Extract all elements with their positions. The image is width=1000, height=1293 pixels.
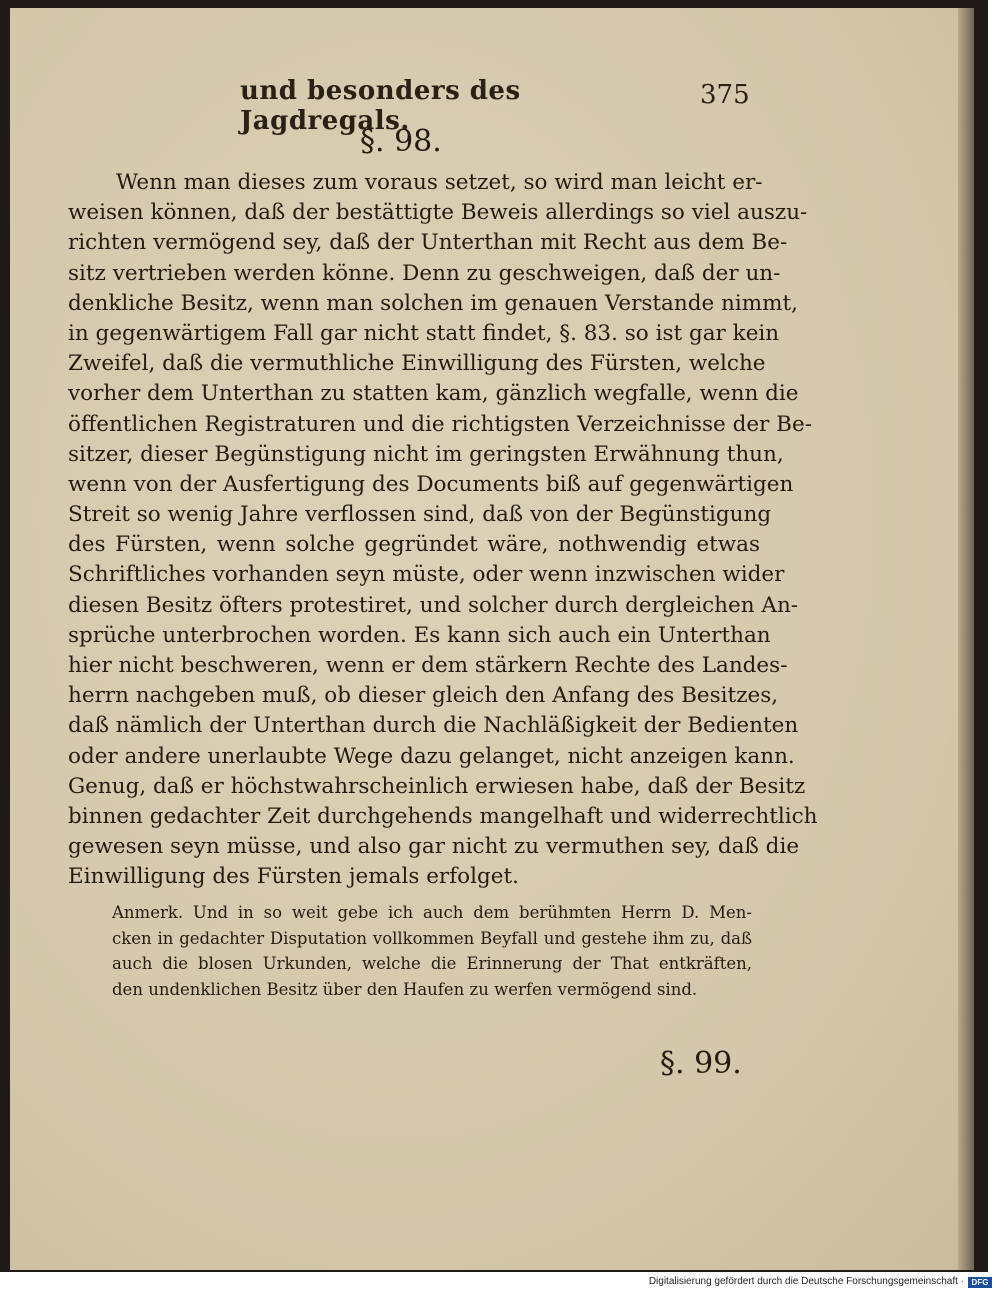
text-line: sitzer, dieser Begünstigung nicht im geringsten Erwähnung thun, — [68, 441, 784, 467]
note-line: auch die blosen Urkunden, welche die Erinnerung der That entkräften, — [112, 954, 752, 973]
text-line: Einwilligung des Fürsten jemals erfolget. — [68, 864, 519, 890]
text-line: Streit so wenig Jahre verflossen sind, daß von der Begünstigung — [68, 502, 772, 528]
section-heading: §. 98. — [360, 124, 442, 159]
note-line: Anmerk. Und in so weit gebe ich auch dem berühmten Herrn D. Men- — [112, 903, 752, 922]
running-title: und besonders des Jagdregals. — [240, 76, 521, 136]
dfg-logo: DFG — [968, 1277, 992, 1288]
text-line: öffentlichen Registraturen und die richtigsten Verzeichnisse der Be- — [68, 411, 812, 437]
text-line: sprüche unterbrochen worden. Es kann sich auch ein Unterthan — [68, 622, 771, 648]
note-line: den undenklichen Besitz über den Haufen zu werfen vermögend sind. — [112, 979, 698, 999]
text-line: weisen können, daß der bestättigte Beweis allerdings so viel auszu- — [68, 200, 808, 226]
section-body — [68, 168, 818, 893]
text-line: in gegenwärtigem Fall gar nicht statt findet, §. 83. so ist gar kein — [68, 320, 780, 346]
text-line: Genug, daß er höchstwahrscheinlich erwiesen habe, daß der Besitz — [68, 773, 806, 799]
text-line: wenn von der Ausfertigung des Documents biß auf gegenwärtigen — [68, 471, 794, 497]
text-line: Zweifel, daß die vermuthliche Einwilligung des Fürsten, welche — [68, 351, 766, 377]
text-line: Wenn man dieses zum voraus setzet, so wird man leicht er- — [116, 170, 763, 195]
text-line: diesen Besitz öfters protestiret, und solcher durch dergleichen An- — [68, 592, 799, 618]
text-line: vorher dem Unterthan zu statten kam, gänzlich wegfalle, wenn die — [68, 381, 799, 407]
text-line: gewesen seyn müsse, und also gar nicht zu vermuthen sey, daß die — [68, 834, 800, 860]
note-line: cken in gedachter Disputation vollkommen Beyfall und gestehe ihm zu, daß — [112, 928, 752, 948]
text-line: hier nicht beschweren, wenn er dem stärkern Rechte des Landes- — [68, 653, 788, 678]
text-line: des Fürsten, wenn solche gegründet wäre, nothwendig etwas — [68, 532, 760, 558]
text-line: Schriftliches vorhanden seyn müste, oder wenn inzwischen wider — [68, 562, 785, 588]
page-number: 375 — [700, 80, 750, 110]
text-line: richten vermögend sey, daß der Unterthan mit Recht aus dem Be- — [68, 230, 788, 256]
text-line: binnen gedachter Zeit durchgehends mangelhaft und widerrechtlich — [68, 803, 818, 829]
catchword: §. 99. — [660, 1046, 742, 1081]
annotation-note — [112, 900, 752, 1002]
digitization-credit: Digitalisierung gefördert durch die Deutsche Forschungsgemeinschaft · — [648, 1276, 964, 1287]
page-gutter — [958, 8, 974, 1270]
text-line: denkliche Besitz, wenn man solchen im genauen Verstande nimmt, — [68, 290, 799, 316]
text-line: sitz vertrieben werden könne. Denn zu geschweigen, daß der un- — [68, 260, 781, 286]
text-line: herrn nachgeben muß, ob dieser gleich den Anfang des Besitzes, — [68, 683, 779, 709]
text-line: daß nämlich der Unterthan durch die Nachläßigkeit der Bedienten — [68, 713, 799, 739]
text-line: oder andere unerlaubte Wege dazu gelanget, nicht anzeigen kann. — [68, 743, 795, 769]
